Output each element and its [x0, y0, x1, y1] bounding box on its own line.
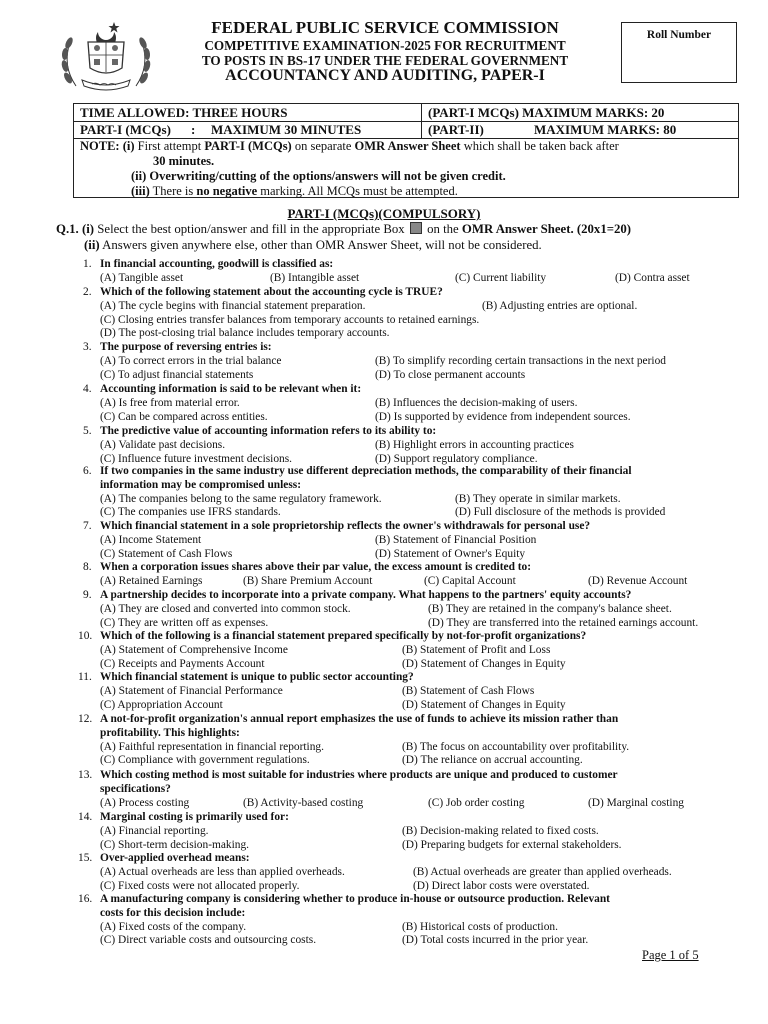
question-text: A manufacturing company is considering whether to produce in-house or outsource production. Relevant — [100, 893, 610, 905]
answer-option: (C) Appropriation Account — [100, 698, 223, 711]
answer-option: (A) Process costing — [100, 796, 190, 809]
question-text: When a corporation issues shares above their par value, the excess amount is credited to: — [100, 561, 532, 573]
answer-option: (A) Actual overheads are less than applied overheads. — [100, 865, 345, 878]
answer-option: (C) Compliance with government regulations. — [100, 754, 310, 767]
question-text: specifications? — [100, 782, 171, 795]
question-text: Accounting information is said to be relevant when it: — [100, 383, 362, 395]
answer-option: (C) The companies use IFRS standards. — [100, 506, 281, 519]
answer-option: (D) The reliance on accrual accounting. — [402, 754, 583, 767]
answer-option: (D) Preparing budgets for external stakeholders. — [402, 838, 622, 851]
note-2: (ii) Overwriting/cutting of the options/answers will not be given credit. — [131, 169, 506, 183]
question-text: If two companies in the same industry use different depreciation methods, the comparability of their financial — [100, 465, 632, 477]
answer-option: (B) They operate in similar markets. — [455, 492, 621, 505]
time-allowed: TIME ALLOWED: THREE HOURS — [80, 105, 288, 120]
page-number: Page 1 of 5 — [642, 948, 699, 962]
answer-option: (C) They are written off as expenses. — [100, 616, 269, 629]
question-number: 1. — [83, 258, 92, 270]
question-number: 12. — [78, 713, 93, 725]
answer-option: (C) Closing entries transfer balances from temporary accounts to retained earnings. — [100, 313, 480, 326]
question-text: In financial accounting, goodwill is classified as: — [100, 258, 334, 270]
answer-option: (A) Validate past decisions. — [100, 438, 226, 451]
answer-option: (C) Fixed costs were not allocated properly. — [100, 879, 300, 892]
commission-title: FEDERAL PUBLIC SERVICE COMMISSION — [211, 18, 559, 37]
exam-title: COMPETITIVE EXAMINATION-2025 FOR RECRUITMENT — [204, 38, 566, 53]
answer-option: (A) The cycle begins with financial statement preparation. — [100, 299, 366, 312]
question-text: profitability. This highlights: — [100, 726, 240, 739]
question-text: Which of the following is a financial statement prepared specifically by not-for-profit organizations? — [100, 630, 587, 642]
q1-instruction-i: Q.1. (i) Select the best option/answer and fill in the appropriate Box on the OMR Answer Sheet. (20x1=20) — [56, 222, 632, 236]
question-number: 3. — [83, 341, 92, 353]
question-number: 14. — [78, 811, 93, 823]
table-divider — [421, 104, 422, 138]
question-text: The predictive value of accounting information refers to its ability to: — [100, 425, 437, 437]
question-text: A partnership decides to incorporate into a private company. What happens to the partners' equity accounts? — [100, 589, 632, 601]
answer-option: (B) Historical costs of production. — [402, 920, 558, 933]
answer-option: (A) Is free from material error. — [100, 396, 240, 409]
answer-option: (D) The post-closing trial balance includes temporary accounts. — [100, 327, 390, 340]
paper-title: ACCOUNTANCY AND AUDITING, PAPER-I — [225, 67, 545, 84]
answer-option: (A) Statement of Comprehensive Income — [100, 643, 288, 656]
answer-option: (C) Job order costing — [428, 796, 525, 809]
answer-option: (D) Support regulatory compliance. — [375, 452, 538, 465]
answer-option: (D) Is supported by evidence from independent sources. — [375, 410, 631, 423]
question-number: 5. — [83, 425, 92, 437]
answer-option: (C) To adjust financial statements — [100, 368, 254, 381]
state-emblem-icon — [56, 16, 156, 96]
answer-option: (B) To simplify recording certain transactions in the next period — [375, 354, 666, 367]
part2-label: (PART-II) — [428, 122, 484, 137]
answer-option: (D) Statement of Changes in Equity — [402, 698, 566, 711]
answer-option: (B) Highlight errors in accounting practices — [375, 438, 574, 451]
answer-option: (B) Actual overheads are greater than applied overheads. — [413, 865, 672, 878]
answer-option: (B) Statement of Financial Position — [375, 533, 537, 546]
answer-option: (D) Marginal costing — [588, 796, 684, 809]
answer-option: (A) Statement of Financial Performance — [100, 684, 283, 697]
question-text: information may be compromised unless: — [100, 478, 302, 491]
answer-option: (D) They are transferred into the retained earnings account. — [428, 616, 699, 629]
question-number: 8. — [83, 561, 92, 573]
question-text: Which financial statement in a sole proprietorship reflects the owner's withdrawals for personal use? — [100, 520, 591, 532]
answer-option: (D) Contra asset — [615, 271, 690, 284]
part1-time-label: PART-I (MCQs) — [80, 122, 171, 137]
answer-option: (A) Tangible asset — [100, 271, 184, 284]
answer-option: (A) Faithful representation in financial reporting. — [100, 740, 324, 753]
answer-option: (D) Revenue Account — [588, 574, 688, 587]
question-text: costs for this decision include: — [100, 906, 246, 919]
question-text: Which financial statement is unique to public sector accounting? — [100, 671, 414, 683]
question-number: 16. — [78, 893, 93, 905]
question-number: 13. — [78, 769, 93, 781]
question-text: Marginal costing is primarily used for: — [100, 811, 289, 823]
question-number: 2. — [83, 286, 92, 298]
question-text: Which costing method is most suitable for industries where products are unique and produced to customer — [100, 769, 618, 781]
roll-number-box[interactable] — [621, 22, 737, 83]
answer-option: (B) Decision-making related to fixed costs. — [402, 824, 599, 837]
roll-number-label: Roll Number — [646, 29, 712, 41]
answer-option: (D) Total costs incurred in the prior year. — [402, 934, 589, 947]
answer-option: (B) Share Premium Account — [243, 574, 373, 587]
question-number: 6. — [83, 465, 92, 477]
part-title: PART-I (MCQs)(COMPULSORY) — [287, 206, 481, 221]
q1-instruction-ii: (ii) Answers given anywhere else, other than OMR Answer Sheet, will not be considered. — [84, 238, 542, 252]
answer-option: (B) Adjusting entries are optional. — [482, 299, 638, 312]
exam-info-table — [73, 103, 739, 198]
answer-option: (D) Statement of Changes in Equity — [402, 657, 566, 670]
part1-max-marks: (PART-I MCQs) MAXIMUM MARKS: 20 — [428, 105, 665, 120]
question-number: 7. — [83, 520, 92, 532]
answer-option: (A) Financial reporting. — [100, 824, 209, 837]
question-number: 10. — [78, 630, 93, 642]
answer-option: (C) Direct variable costs and outsourcing costs. — [100, 934, 317, 947]
answer-option: (C) Current liability — [455, 271, 547, 284]
question-text: The purpose of reversing entries is: — [100, 341, 272, 353]
answer-option: (A) Fixed costs of the company. — [100, 920, 247, 933]
question-text: Which of the following statement about the accounting cycle is TRUE? — [100, 286, 443, 298]
question-number: 9. — [83, 589, 92, 601]
answer-option: (D) Statement of Owner's Equity — [375, 547, 526, 560]
part2-max-marks: MAXIMUM MARKS: 80 — [534, 122, 677, 137]
part1-time-sep: : — [191, 122, 196, 137]
answer-option: (D) Direct labor costs were overstated. — [413, 879, 590, 892]
note-3: (iii) There is no negative marking. All MCQs must be attempted. — [131, 184, 458, 198]
note-1: NOTE: (i) First attempt PART-I (MCQs) on separate OMR Answer Sheet which shall be taken back after — [80, 139, 619, 153]
answer-option: (A) They are closed and converted into common stock. — [100, 602, 351, 615]
answer-option: (A) Retained Earnings — [100, 574, 203, 587]
answer-option: (A) The companies belong to the same regulatory framework. — [100, 492, 382, 505]
answer-option: (D) To close permanent accounts — [375, 368, 526, 381]
answer-option: (B) Intangible asset — [270, 271, 360, 284]
answer-option: (A) To correct errors in the trial balance — [100, 354, 282, 367]
answer-option: (B) Influences the decision-making of users. — [375, 396, 578, 409]
question-number: 11. — [78, 671, 92, 683]
answer-option: (B) Statement of Cash Flows — [402, 684, 535, 697]
answer-option: (C) Capital Account — [424, 574, 516, 587]
answer-option: (B) Activity-based costing — [243, 796, 364, 809]
question-text: Over-applied overhead means: — [100, 852, 250, 864]
answer-option: (A) Income Statement — [100, 533, 202, 546]
question-text: A not-for-profit organization's annual report emphasizes the use of funds to achieve its mission rather than — [100, 713, 619, 725]
answer-option: (C) Can be compared across entities. — [100, 410, 268, 423]
answer-option: (B) They are retained in the company's balance sheet. — [428, 602, 672, 615]
answer-option: (C) Statement of Cash Flows — [100, 547, 233, 560]
answer-option: (B) Statement of Profit and Loss — [402, 643, 551, 656]
exam-subtitle: TO POSTS IN BS-17 UNDER THE FEDERAL GOVERNMENT — [201, 53, 569, 68]
part1-time: MAXIMUM 30 MINUTES — [211, 122, 362, 137]
note-1-continued: 30 minutes. — [153, 154, 215, 168]
question-number: 15. — [78, 852, 93, 864]
omr-box-icon — [410, 222, 422, 234]
answer-option: (C) Influence future investment decisions. — [100, 452, 293, 465]
answer-option: (D) Full disclosure of the methods is provided — [455, 506, 666, 519]
answer-option: (B) The focus on accountability over profitability. — [402, 740, 630, 753]
answer-option: (C) Short-term decision-making. — [100, 838, 249, 851]
question-number: 4. — [83, 383, 92, 395]
answer-option: (C) Receipts and Payments Account — [100, 657, 265, 670]
